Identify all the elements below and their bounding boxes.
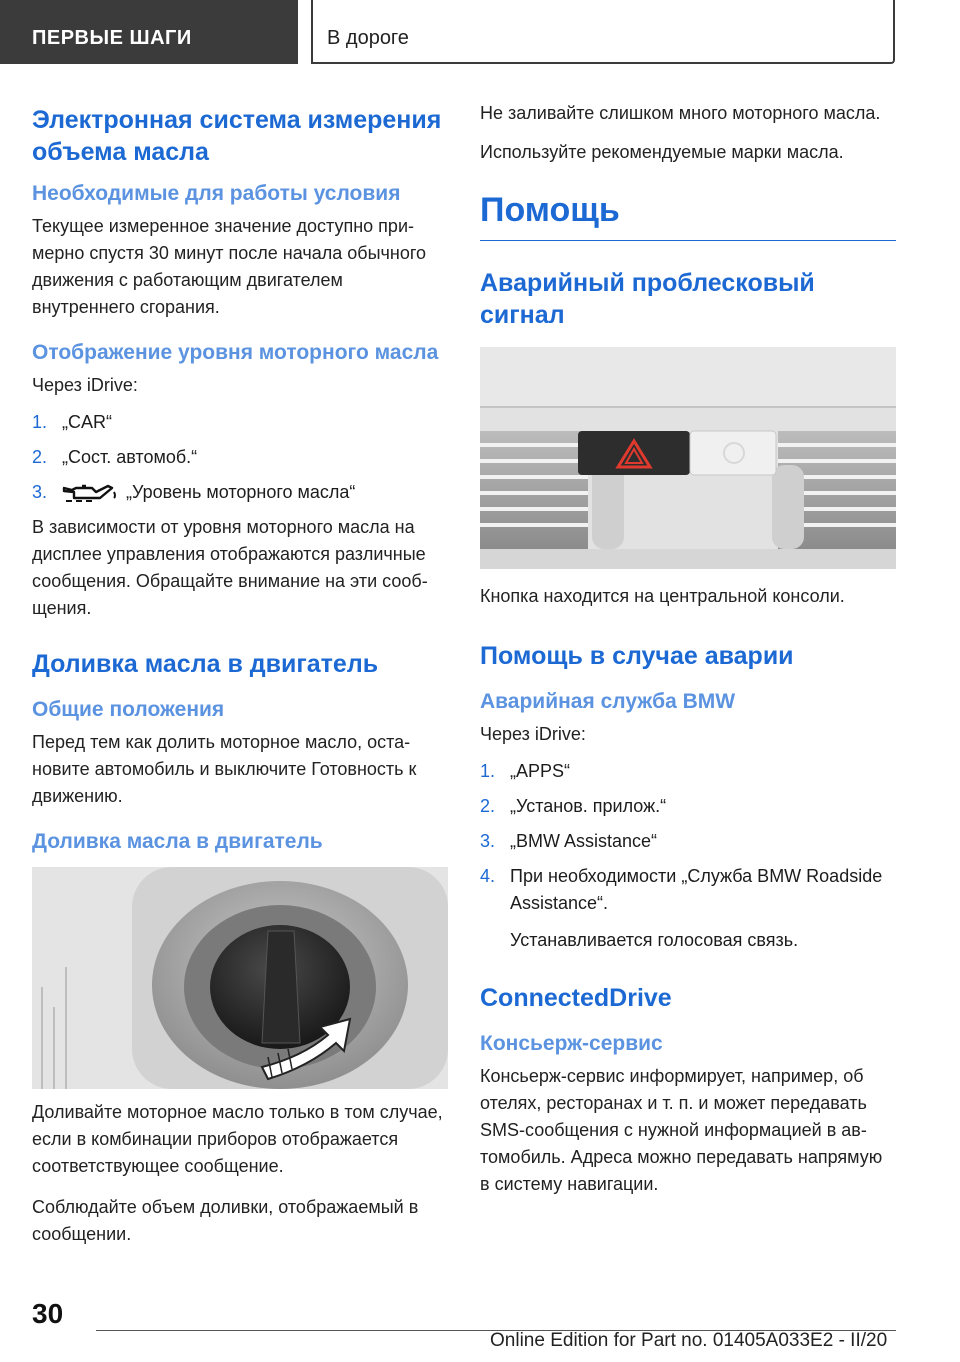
list-number: 2. xyxy=(32,447,48,467)
list-number: 3. xyxy=(480,831,496,851)
oil-cap-photo xyxy=(32,867,448,1089)
list-number: 3. xyxy=(32,482,48,502)
right-column xyxy=(480,100,896,1206)
chapter-tab: В дороге xyxy=(311,0,895,64)
section-title-help: Помощь xyxy=(480,191,620,229)
list-item xyxy=(32,409,448,436)
paragraph-refill-amount: Соблюдайте объем доливки, отображаемый в сообщении. xyxy=(32,1197,419,1244)
oil-can-icon xyxy=(62,482,118,504)
list-text-main: При необходимости „Служба BMW Roadside Assistance“. xyxy=(510,866,883,913)
paragraph-via-idrive: Через iDrive: xyxy=(32,375,138,395)
edition-footer: Online Edition for Part no. 01405A033E2 - II/20 xyxy=(490,1330,888,1351)
paragraph-via-idrive-2: Через iDrive: xyxy=(480,724,586,744)
list-item xyxy=(480,863,896,954)
paragraph-no-overfill: Не заливайте слишком много моторного масла. xyxy=(480,103,881,123)
hazard-button-photo xyxy=(480,347,896,569)
list-item xyxy=(32,444,448,471)
list-item xyxy=(32,479,448,506)
assistance-steps-list xyxy=(480,758,896,954)
list-number: 4. xyxy=(480,866,496,886)
subheading-concierge: Консьерж-сервис xyxy=(480,1032,663,1055)
list-item xyxy=(480,828,896,855)
paragraph-general: Перед тем как долить моторное масло, остановите автомобиль и выключите Готовность к движению. xyxy=(32,732,417,806)
section-title-oil-system: Электронная система измерения объема масла xyxy=(32,106,442,166)
section-tab: ПЕРВЫЕ ШАГИ xyxy=(0,0,298,64)
list-text: „Сост. автомоб.“ xyxy=(62,447,198,467)
list-number: 1. xyxy=(480,761,496,781)
subheading-oil-display: Отображение уровня моторного масла xyxy=(32,341,439,364)
subheading-conditions: Необходимые для работы условия xyxy=(32,182,401,205)
section-title-oil-refill: Доливка масла в двигатель xyxy=(32,650,379,678)
page-number: 30 xyxy=(32,1298,64,1329)
list-text: „BMW Assistance“ xyxy=(510,831,658,851)
paragraph-messages: В зависимости от уровня моторного масла на дисплее управления отображаются различные сообщения. Обращайте внимание на эти сообщения. xyxy=(32,517,428,618)
paragraph-button-location: Кнопка находится на центральной консоли. xyxy=(480,586,845,606)
subheading-general: Общие положения xyxy=(32,698,225,721)
section-title-hazard-lights: Аварийный проблесковый сигнал xyxy=(480,269,815,329)
left-column xyxy=(32,100,448,1256)
list-number: 2. xyxy=(480,796,496,816)
list-number: 1. xyxy=(32,412,48,432)
paragraph-concierge: Консьерж-сервис информирует, например, об отелях, ресторанах и т. п. и может передавать SMS-сообщения с нужной информацией в автомобиль. Адреса можно передавать напрямую в систему навигации. xyxy=(480,1066,883,1194)
list-text-note: Устанавливается голосовая связь. xyxy=(510,930,799,950)
steps-list xyxy=(32,409,448,506)
list-item xyxy=(480,758,896,785)
list-text: „Установ. прилож.“ xyxy=(510,796,667,816)
paragraph-conditions: Текущее измеренное значение доступно примерно спустя 30 минут после начала обычного движения с работающим двигателем внутреннего сгорания. xyxy=(32,216,427,317)
list-text xyxy=(510,863,896,954)
list-text: „Уровень моторного масла“ xyxy=(126,482,356,502)
list-text: „APPS“ xyxy=(510,761,571,781)
section-title-emergency: Помощь в случае аварии xyxy=(480,642,794,670)
paragraph-refill-when: Доливайте моторное масло только в том случае, если в комбинации приборов отображается соответствующее сообщение. xyxy=(32,1102,443,1176)
list-text-with-icon xyxy=(62,479,448,506)
subheading-refill: Доливка масла в двигатель xyxy=(32,830,323,853)
list-item xyxy=(480,793,896,820)
subheading-bmw-service: Аварийная служба BMW xyxy=(480,690,736,713)
paragraph-recommended: Используйте рекомендуемые марки масла. xyxy=(480,142,844,162)
section-title-connecteddrive: ConnectedDrive xyxy=(480,984,672,1012)
divider xyxy=(480,240,896,241)
list-text: „CAR“ xyxy=(62,412,112,432)
